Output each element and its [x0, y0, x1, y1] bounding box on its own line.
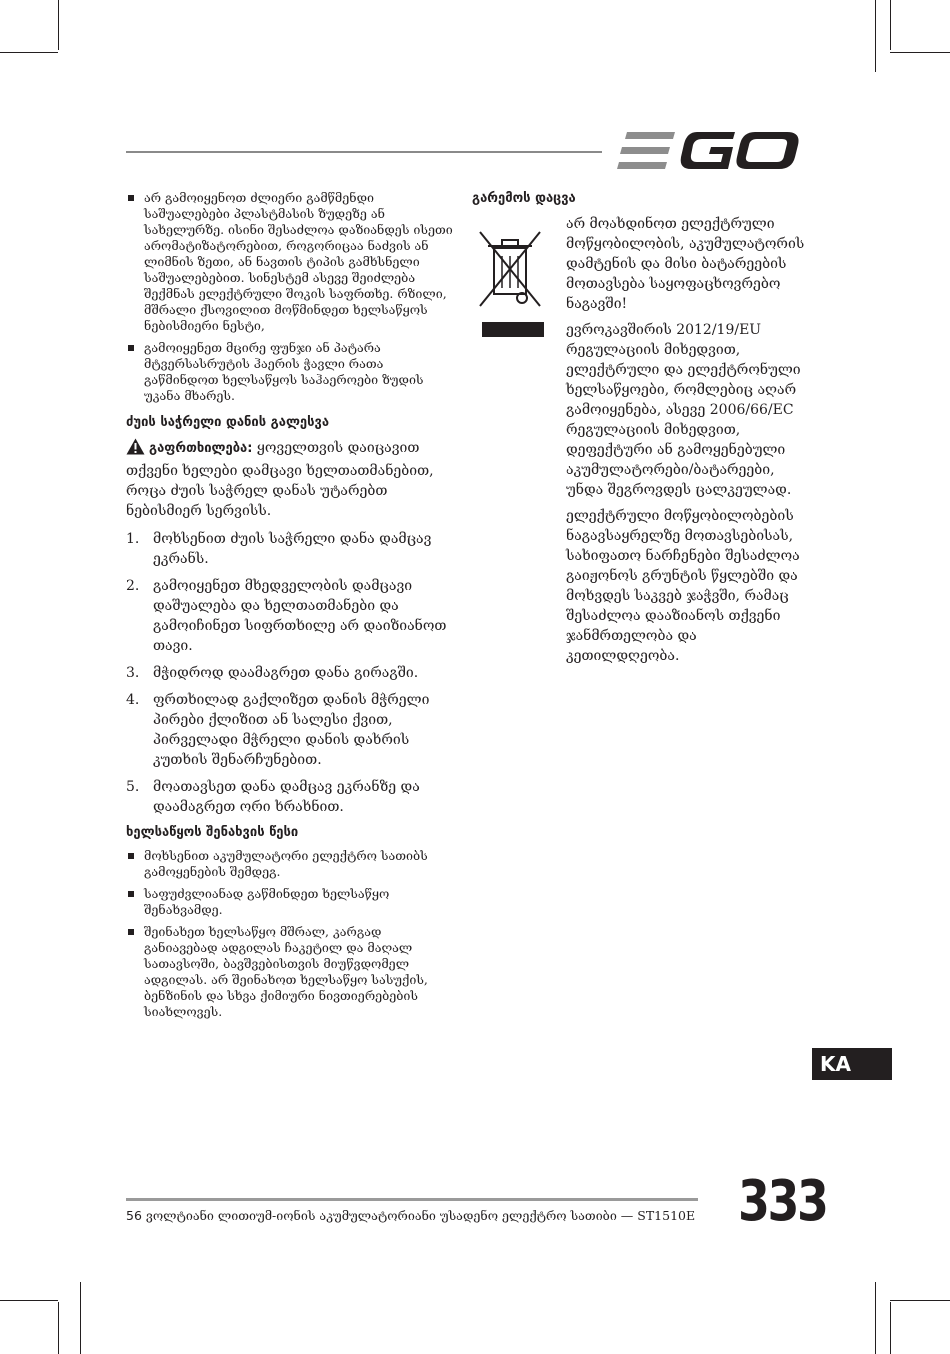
cleaning-bullets	[126, 190, 456, 404]
header-rule	[126, 151, 602, 153]
ego-logo	[617, 131, 799, 175]
storage-bullets	[126, 848, 456, 1020]
step-number: 2.	[126, 578, 140, 594]
left-column	[126, 190, 456, 1030]
environment-paragraph: ევროკავშირის 2012/19/EU რეგულაციის მიხედვით, ელექტრული და ელექტრონული ხელსაწყოები, რომლებიც აღარ გამოიყენება, ასევე 2006/66/EC რეგულაციის მიხედვით, დეფექტური ან გამოყენებული აკუმულატორები/ბატარეები, უნდა შეგროვდეს ცალკეულად.	[566, 322, 801, 498]
step-text: მოათავსეთ დანა დამცავ ეკრანზე და დაამაგრეთ ორი ხრახნით.	[153, 779, 420, 815]
warning-icon	[126, 438, 145, 461]
footer	[126, 1208, 695, 1224]
step-number: 1.	[126, 531, 140, 547]
environment-paragraph: ელექტრული მოწყობილობების ნაგავსაყრელზე მოთავსებისას, სახიფათო ნარჩენები შესაძლოა გაიჟონოს გრუნტის წყლებში და მოხვდეს საკვებ ჯაჭვში, რამაც შესაძლოა დააზიანოს თქვენი ჯანმრთელობა და კეთილდღეობა.	[566, 508, 800, 664]
footer-title: ვოლტიანი ლითიუმ-იონის აკუმულატორიანი უსადენო ელექტრო სათიბი — ST1510E	[145, 1208, 696, 1223]
step-text: ფრთხილად გაქლიზეთ დანის მჭრელი პირები ქლიზით ან სალესი ქვით, პირველადი მჭრელი დანის დახრის კუთხის შენარჩუნებით.	[153, 692, 430, 768]
list-item	[126, 663, 456, 683]
crossed-out-wheelie-bin-icon	[472, 226, 546, 338]
crop-mark	[890, 0, 891, 50]
crop-mark	[0, 1300, 58, 1301]
environment-paragraph: არ მოახდინოთ ელექტრული მოწყობილობის, აკუმულატორის დამტენის და მისი ბატარეების მოთავსება საყოფაცხოვრებო ნაგავში!	[566, 216, 805, 312]
list-item: გამოიყენეთ მცირე ფუნჯი ან პატარა მტვერსასრუტის ჰაერის ჭავლი რათა გაწმინდოთ ხელსაწყოს საჰაეროები ზუდის უკანა მხარეს.	[126, 340, 456, 404]
step-number: 5.	[126, 779, 140, 795]
crop-mark	[875, 1282, 876, 1354]
crop-mark	[58, 1302, 59, 1354]
step-number: 3.	[126, 665, 140, 681]
list-item: საფუძვლიანად გაწმინდეთ ხელსაწყო შენახვამდე.	[126, 886, 456, 918]
footer-page-number: 56	[126, 1208, 142, 1223]
crop-mark	[875, 0, 876, 72]
crop-mark	[890, 1302, 891, 1354]
list-item: მოხსენით აკუმულატორი ელექტრო სათიბს გამოყენების შემდეგ.	[126, 848, 456, 880]
step-text: მოხსენით ძუის საჭრელი დანა დამცავ ეკრანს.	[153, 531, 432, 567]
sharpen-steps	[126, 529, 456, 817]
list-item: შეინახეთ ხელსაწყო მშრალ, კარგად განიავებად ადგილას ჩაკეტილ და მაღალ სათავსოში, ბავშვებისთვის მიუწვდომელ ადგილას. არ შეინახოთ ხელსაწყო სასუქის, ბენზინის და სხვა ქიმიური ნივთიერებების სიახლოვეს.	[126, 924, 456, 1020]
warning-text: ყოველთვის დაიცავით თქვენი ხელები დამცავი ხელთათმანებით, როცა ძუის საჭრელ დანას უტარებთ ნებისმიერ სერვისს.	[126, 440, 434, 519]
list-item	[126, 690, 456, 770]
crop-mark	[890, 1300, 950, 1301]
crop-mark	[0, 52, 58, 53]
footer-rule	[126, 1198, 698, 1201]
step-text: გამოიყენეთ მხედველობის დამცავი დაშუალება და ხელთათმანები და გამოიჩინეთ სიფრთხილე არ დაიზიანოთ თავი.	[153, 578, 447, 654]
big-page-number: 333	[738, 1169, 827, 1234]
list-item	[126, 777, 456, 817]
warning-label: გაფრთხილება:	[149, 441, 253, 456]
sharpen-heading: ძუის საჭრელი დანის გალესვა	[126, 415, 330, 430]
language-tab: KA	[812, 1048, 892, 1080]
right-column	[472, 190, 807, 672]
list-item	[126, 576, 456, 656]
step-number: 4.	[126, 692, 140, 708]
warning-paragraph	[126, 438, 456, 521]
storage-heading: ხელსაწყოს შენახვის წესი	[126, 825, 299, 840]
crop-mark	[80, 1282, 81, 1354]
list-item	[126, 529, 456, 569]
environment-heading: გარემოს დაცვა	[472, 191, 576, 206]
crop-mark	[890, 52, 950, 53]
step-text: მჭიდროდ დაამაგრეთ დანა გირაგში.	[153, 665, 419, 681]
environment-body	[566, 214, 807, 666]
list-item: არ გამოიყენოთ ძლიერი გამწმენდი საშუალებები პლასტმასის ზუდეზე ან სახელურზე. ისინი შესაძლოა დაზიანდეს ისეთი არომატიზატორებით, როგორიცაა ნაძვის ან ლიმნის ზეთი, ან ნავთის ტიპის გამხსნელი საშუალებებით. სინესტემ ასევე შეიძლება შექმნას ელექტრული შოკის საფრთხე. რზილი, მშრალი ქსოვილით მოწმინდეთ ხელსაწყოს ნებისმიერი ნესტი,	[126, 190, 456, 334]
crop-mark	[58, 0, 59, 50]
